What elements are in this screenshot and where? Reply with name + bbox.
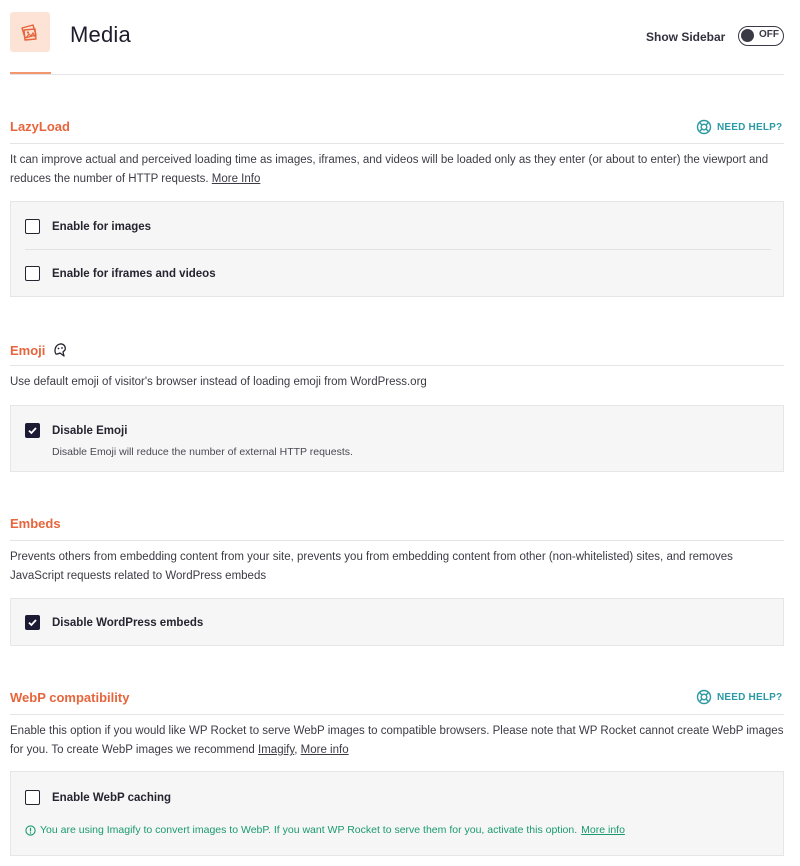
webp-description-text: Enable this option if you would like WP Rocket to serve WebP images to compatible browsers. Please note that WP Rocket cannot create WebP images for you. To create WebP images we recommend [10,725,784,756]
enable-webp-checkbox[interactable] [25,790,40,805]
disable-emoji-option[interactable] [25,423,127,438]
embeds-divider [10,540,784,541]
toggle-state-text: OFF [759,29,779,40]
disable-emoji-checkbox[interactable] [25,423,40,438]
options-divider [25,249,771,250]
disable-embeds-label: Disable WordPress embeds [52,616,204,629]
checkmark-icon [27,617,38,628]
embeds-description: Prevents others from embedding content from your site, prevents you from embedding content from other (non-whitelisted) sites, and removes JavaScript requests related to WordPress embeds [10,551,733,582]
disable-emoji-label: Disable Emoji [52,424,128,437]
show-sidebar-label: Show Sidebar [646,30,726,44]
enable-iframes-label: Enable for iframes and videos [52,267,216,280]
webp-notice [25,824,625,836]
lazyload-need-help-link[interactable] [696,119,782,135]
header-divider [10,74,784,75]
webp-divider [10,714,784,715]
lazyload-more-info-link[interactable]: More Info [211,173,261,185]
imagify-link[interactable]: Imagify [258,744,295,756]
enable-iframes-checkbox[interactable] [25,266,40,281]
comma-separator: , [294,744,298,756]
show-sidebar-toggle[interactable] [738,26,784,46]
lazyload-divider [10,143,784,144]
emoji-title-row [10,341,69,359]
page-title: Media [70,22,131,47]
embeds-options-panel [10,598,784,646]
lifebuoy-icon [696,689,712,705]
emoji-title: Emoji [10,342,46,358]
media-tab[interactable] [10,12,50,52]
emoji-description: Use default emoji of visitor's browser instead of loading emoji from WordPress.org [10,376,427,388]
need-help-label: NEED HELP? [717,121,783,133]
media-icon [18,22,42,42]
webp-notice-more-info-link[interactable]: More info [581,824,625,836]
enable-iframes-option[interactable] [25,266,216,281]
lazyload-options-panel [10,201,784,297]
webp-title: WebP compatibility [10,690,130,705]
webp-need-help-link[interactable] [696,689,782,705]
enable-webp-option[interactable] [25,790,171,805]
enable-images-option[interactable] [25,219,151,234]
lazyload-title: LazyLoad [10,119,70,134]
emoji-icon [51,341,69,359]
lazyload-description [10,151,784,189]
need-help-label: NEED HELP? [717,691,783,703]
embeds-title: Embeds [10,516,61,531]
webp-more-info-link[interactable]: More info [300,744,349,756]
emoji-divider [10,365,784,366]
webp-notice-text: You are using Imagify to convert images to WebP. If you want WP Rocket to serve them for you, activate this option. [40,824,578,836]
disable-emoji-sublabel: Disable Emoji will reduce the number of external HTTP requests. [52,446,353,458]
disable-embeds-option[interactable] [25,615,203,630]
webp-description [10,722,784,760]
lifebuoy-icon [696,119,712,135]
enable-images-label: Enable for images [52,220,152,233]
page-header [0,0,800,76]
webp-options-panel [10,771,784,856]
toggle-knob [741,29,754,42]
info-icon [25,825,36,836]
disable-embeds-checkbox[interactable] [25,615,40,630]
lazyload-description-text: It can improve actual and perceived loading time as images, iframes, and videos will be loaded only as they enter (or about to enter) the viewport and reduces the number of HTTP requests. [10,154,769,185]
enable-images-checkbox[interactable] [25,219,40,234]
emoji-options-panel [10,405,784,472]
enable-webp-label: Enable WebP caching [52,791,172,804]
checkmark-icon [27,425,38,436]
